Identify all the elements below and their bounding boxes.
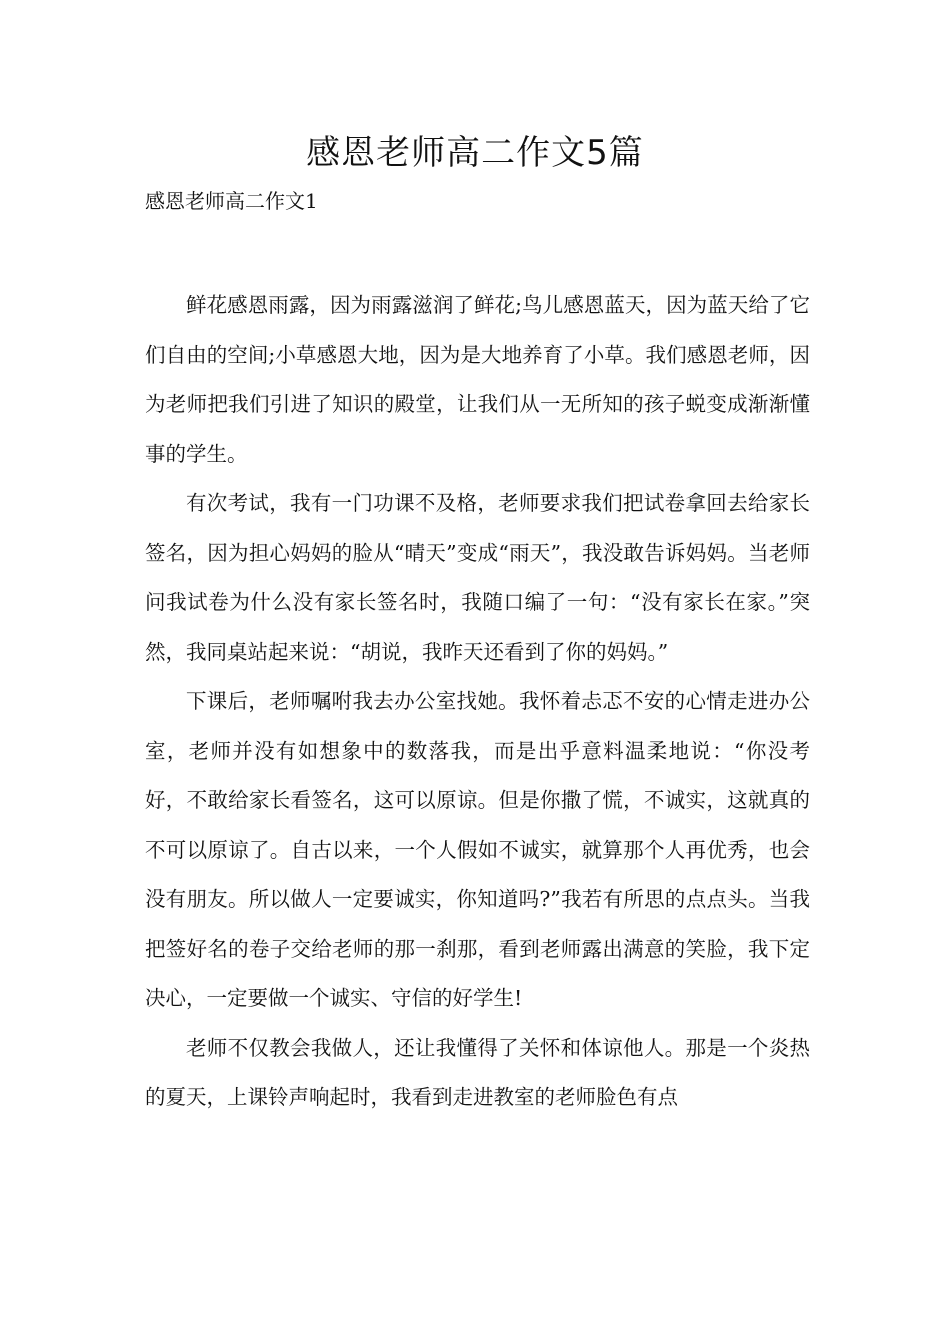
paragraph: 下课后，老师嘱咐我去办公室找她。我怀着忐忑不安的心情走进办公室，老师并没有如想象中的数落我，而是出乎意料温柔地说：“你没考好，不敢给家长看签名，这可以原谅。但是你撒了慌，不诚实，这就真的不可以原谅了。自古以来，一个人假如不诚实，就算那个人再优秀，也会没有朋友。所以做人一定要诚实，你知道吗?”我若有所思的点点头。当我把签好名的卷子交给老师的那一刹那，看到老师露出满意的笑脸，我下定决心，一定要做一个诚实、守信的好学生! xyxy=(145,689,810,1010)
paragraph: 有次考试，我有一门功课不及格，老师要求我们把试卷拿回去给家长签名，因为担心妈妈的脸从“晴天”变成“雨天”，我没敢告诉妈妈。当老师问我试卷为什么没有家长签名时，我随口编了一句：“没有家长在家。”突然，我同桌站起来说：“胡说，我昨天还看到了你的妈妈。” xyxy=(145,491,810,664)
document-title: 感恩老师高二作文5篇 xyxy=(306,133,644,173)
paragraph: 鲜花感恩雨露，因为雨露滋润了鲜花;鸟儿感恩蓝天，因为蓝天给了它们自由的空间;小草感恩大地，因为是大地养育了小草。我们感恩老师，因为老师把我们引进了知识的殿堂，让我们从一无所知的孩子蜕变成渐渐懂事的学生。 xyxy=(145,293,810,466)
essay-body xyxy=(145,281,810,1123)
paragraph: 老师不仅教会我做人，还让我懂得了关怀和体谅他人。那是一个炎热的夏天，上课铃声响起时，我看到走进教室的老师脸色有点 xyxy=(145,1035,810,1109)
essay-heading: 感恩老师高二作文1 xyxy=(145,189,318,213)
